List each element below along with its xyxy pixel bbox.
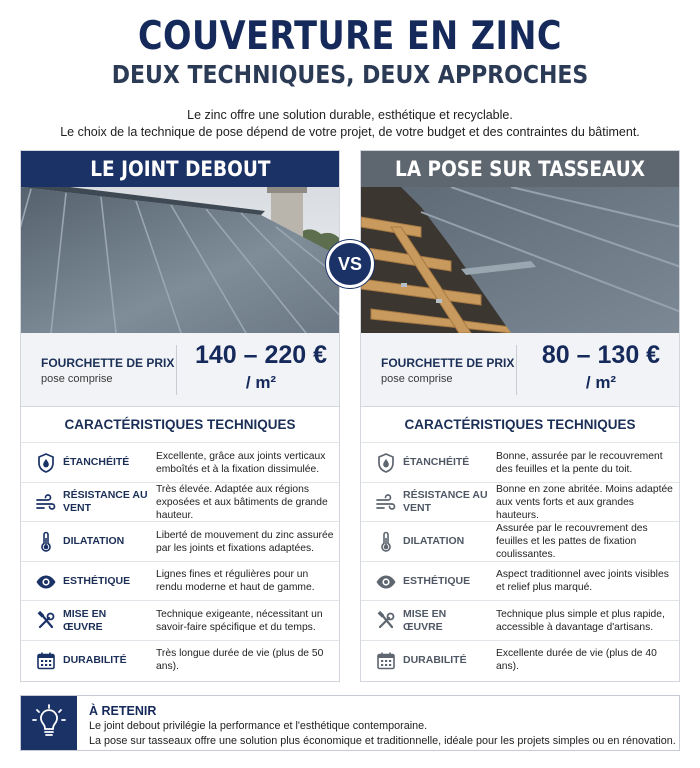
price-sublabel: pose comprise: [41, 373, 113, 385]
calendar-icon: [35, 650, 57, 672]
column-joint-debout: [20, 150, 340, 682]
price-value: 80 – 130 €: [541, 341, 661, 369]
price-sublabel: pose comprise: [381, 373, 453, 385]
feature-description: Liberté de mouvement du zinc assurée par les joints et fixations adaptées.: [156, 529, 334, 554]
feature-name: DURABILITÉ: [63, 653, 127, 666]
takeaway-title: À RETENIR: [89, 704, 157, 718]
feature-name: MISE EN ŒUVRE: [403, 607, 447, 633]
feature-name: RÉSISTANCE AU VENT: [403, 489, 488, 514]
intro-line-2: Le choix de la technique de pose dépend de votre projet, de votre budget et des contraintes du bâtiment.: [60, 125, 640, 139]
price-unit: / m²: [585, 373, 617, 392]
column-title: LE JOINT DEBOUT: [21, 151, 339, 187]
feature-name: ÉTANCHÉITÉ: [403, 456, 470, 468]
calendar-icon: [375, 650, 397, 672]
shield-drop-icon: [35, 452, 57, 474]
price-box: [21, 333, 339, 407]
eye-icon: [375, 571, 397, 593]
key-takeaway-box: [20, 695, 680, 751]
thermometer-icon: [35, 531, 57, 553]
price-label: FOURCHETTE DE PRIX: [41, 356, 175, 370]
feature-row: [21, 483, 339, 523]
feature-row: [21, 443, 339, 483]
page-title: COUVERTURE EN ZINC: [138, 14, 562, 59]
feature-row: [361, 522, 679, 562]
feature-row: [21, 562, 339, 602]
feature-row: [361, 601, 679, 641]
feature-row: [21, 641, 339, 681]
feature-name: DILATATION: [63, 535, 125, 547]
feature-description: Assurée par le recouvrement des feuilles et les pattes de fixation coulissantes.: [496, 523, 648, 560]
section-title: CARACTÉRISTIQUES TECHNIQUES: [21, 407, 339, 443]
feature-description: Très longue durée de vie (plus de 50 ans).: [156, 648, 324, 672]
feature-name: ESTHÉTIQUE: [403, 574, 471, 587]
feature-description: Technique plus simple et plus rapide, accessible à davantage d'artisans.: [496, 608, 665, 633]
feature-row: [361, 443, 679, 483]
feature-description: Très élevée. Adaptée aux régions exposées et aux bâtiments de grande hauteur.: [156, 483, 328, 521]
price-divider: [176, 345, 177, 395]
feature-description: Lignes fines et régulières pour un rendu moderne et haut de gamme.: [156, 569, 315, 593]
thermometer-icon: [375, 531, 397, 553]
feature-description: Excellente, grâce aux joints verticaux emboîtés et à la fixation dissimulée.: [156, 450, 326, 475]
feature-list: [21, 443, 339, 680]
wind-icon: [375, 492, 397, 514]
feature-description: Excellente durée de vie (plus de 40 ans).: [496, 648, 657, 672]
feature-description: Aspect traditionnel avec joints visibles et relief plus marqué.: [496, 569, 669, 593]
intro-line-1: Le zinc offre une solution durable, esthétique et recyclable.: [187, 108, 513, 122]
price-unit: / m²: [245, 373, 277, 392]
feature-name: DILATATION: [403, 535, 465, 547]
price-divider: [516, 345, 517, 395]
feature-row: [21, 522, 339, 562]
page-subtitle: DEUX TECHNIQUES, DEUX APPROCHES: [111, 60, 589, 89]
price-value: 140 – 220 €: [194, 341, 328, 369]
wind-icon: [35, 492, 57, 514]
tools-icon: [375, 610, 397, 632]
feature-row: [361, 562, 679, 602]
tools-icon: [35, 610, 57, 632]
feature-row: [21, 601, 339, 641]
feature-list: [361, 443, 679, 680]
feature-description: Technique exigeante, nécessitant un savoir-faire spécifique et du temps.: [156, 608, 323, 633]
intro-text: [0, 107, 700, 141]
column-title: LA POSE SUR TASSEAUX: [361, 151, 679, 187]
feature-row: [361, 483, 679, 523]
feature-name: DURABILITÉ: [403, 653, 467, 666]
price-label: FOURCHETTE DE PRIX: [381, 356, 515, 370]
feature-name: MISE EN ŒUVRE: [63, 607, 107, 633]
price-box: [361, 333, 679, 407]
section-title: CARACTÉRISTIQUES TECHNIQUES: [361, 407, 679, 443]
lightbulb-icon: [21, 696, 77, 750]
standing-seam-roof-photo: [21, 187, 339, 333]
feature-name: ESTHÉTIQUE: [63, 574, 131, 587]
feature-name: ÉTANCHÉITÉ: [63, 456, 130, 468]
feature-row: [361, 641, 679, 681]
feature-description: Bonne, assurée par le recouvrement des feuilles et la pente du toit.: [496, 450, 663, 475]
eye-icon: [35, 571, 57, 593]
batten-roof-photo: [361, 187, 679, 333]
takeaway-line-1: Le joint debout privilégie la performance et l'esthétique contemporaine.: [89, 720, 428, 732]
shield-drop-icon: [375, 452, 397, 474]
feature-description: Bonne en zone abritée. Moins adaptée aux vents forts et aux grandes hauteurs.: [496, 483, 673, 521]
takeaway-line-2: La pose sur tasseaux offre une solution plus économique et traditionnelle, idéale pour les projets simples ou en rénovation.: [89, 735, 676, 747]
vs-badge: VS: [326, 240, 374, 288]
column-pose-tasseaux: [360, 150, 680, 682]
feature-name: RÉSISTANCE AU VENT: [63, 489, 148, 514]
